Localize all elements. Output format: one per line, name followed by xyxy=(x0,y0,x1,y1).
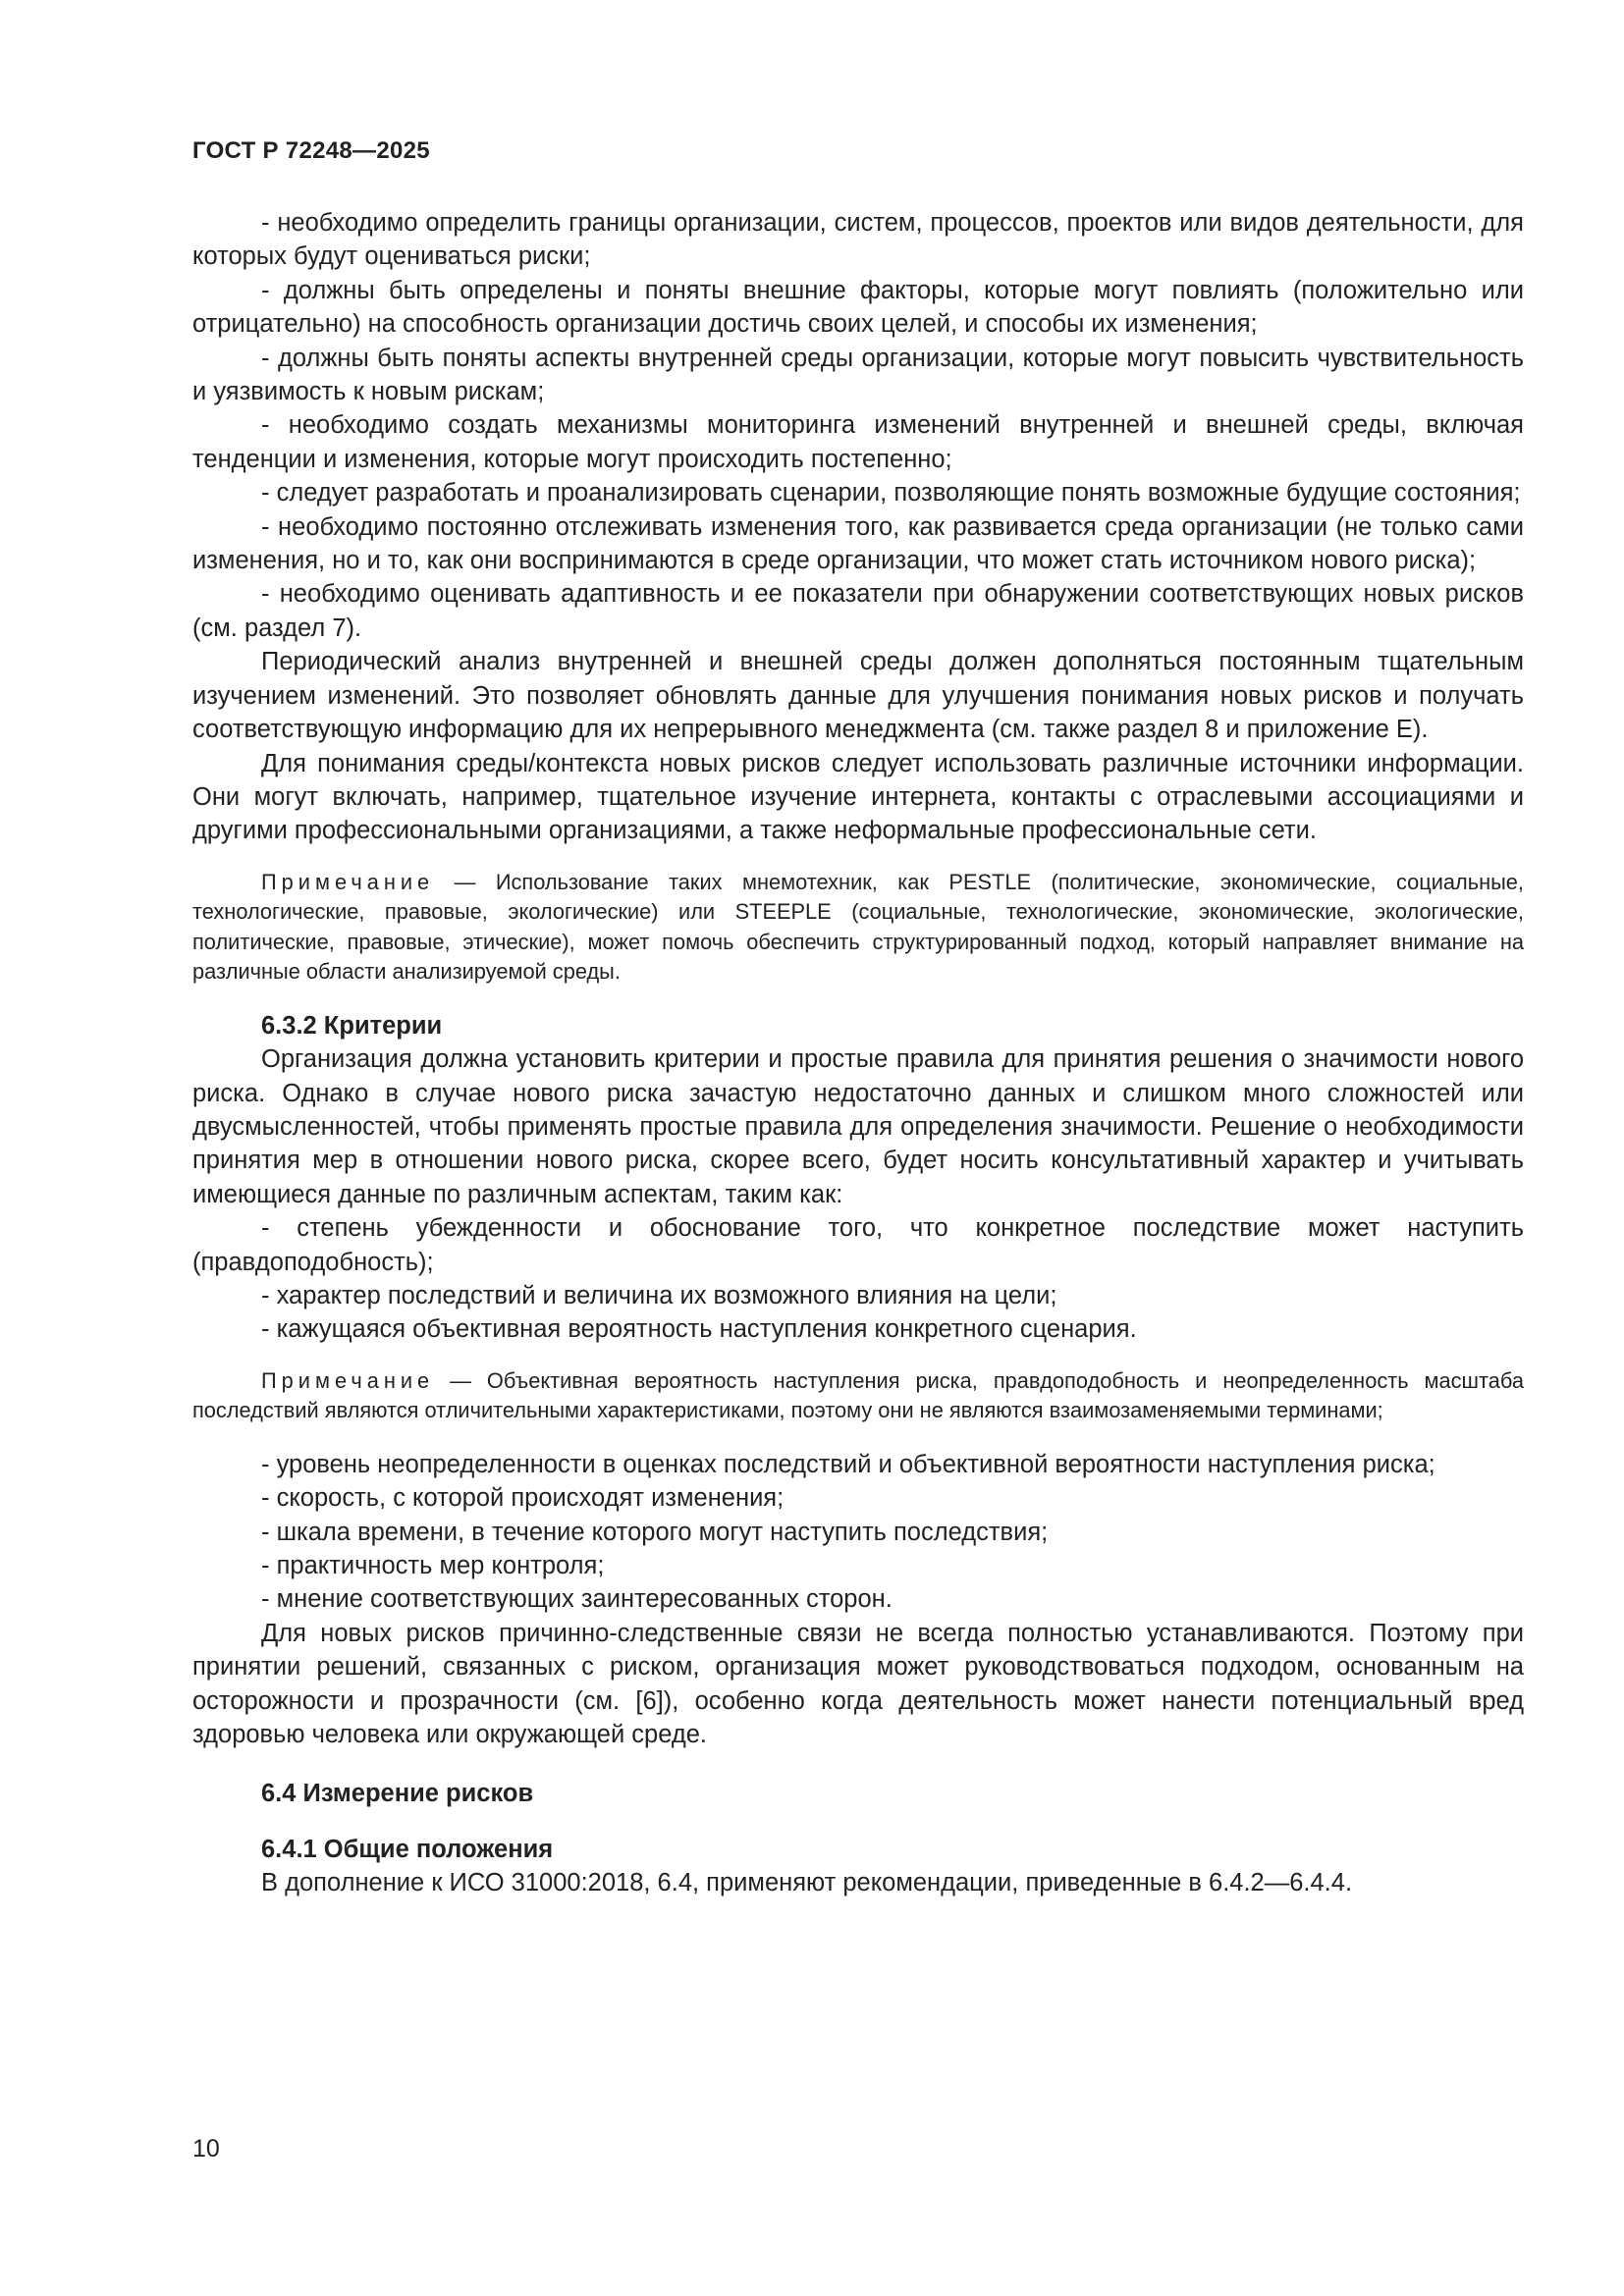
bullet-paragraph: - уровень неопределенности в оценках последствий и объективной вероятности наступления риска; xyxy=(261,1450,1435,1478)
document-page xyxy=(192,137,1524,1900)
bullet-list xyxy=(192,1448,1524,1752)
bullet-paragraph: - необходимо постоянно отслеживать изменения того, как развивается среда организации (не только сами изменения, но и то, как они воспринимаются в среде организации, что может стать источником нового риска); xyxy=(192,512,1524,575)
section-heading-6-4-1: 6.4.1 Общие положения xyxy=(261,1835,554,1863)
body-paragraph: Организация должна установить критерии и простые правила для принятия решения о значимости нового риска. Однако в случае нового риска зачастую недостаточно данных и слишком много сложностей или двусмысленностей, чтобы применять простые правила для определения значимости. Решение о необходимости принятия мер в отношении нового риска, скорее всего, будет носить консультативный характер и учитывать имеющиеся данные по различным аспектам, таким как: xyxy=(192,1045,1524,1208)
section-heading-6-3-2: 6.3.2 Критерии xyxy=(261,1011,443,1040)
body-paragraph: Для понимания среды/контекста новых рисков следует использовать различные источники информации. Они могут включать, например, тщательное изучение интернета, контакты с отраслевыми ассоциациями и другими профессиональными организациями, а также неформальные профессиональные сети. xyxy=(192,749,1524,845)
bullet-paragraph: - шкала времени, в течение которого могут наступить последствия; xyxy=(261,1518,1049,1546)
bullet-paragraph: - необходимо определить границы организации, систем, процессов, проектов или видов деятельности, для которых будут оцениваться риски; xyxy=(192,209,1524,271)
page-number: 10 xyxy=(192,2135,220,2163)
bullet-paragraph: - следует разработать и проанализировать сценарии, позволяющие понять возможные будущие состояния; xyxy=(261,479,1521,507)
bullet-paragraph: - кажущаяся объективная вероятность наступления конкретного сценария. xyxy=(261,1315,1137,1344)
note-text: — Объективная вероятность наступления риска, правдоподобность и неопределенность масштаба последствий являются отличительными характеристиками, поэтому они не являются взаимозаменяемыми терминами; xyxy=(192,1367,1524,1423)
note-text: — Использование таких мнемотехник, как PESTLE (политические, экономические, социальные, технологические, правовые, экологические) или STEEPLE (социальные, технологические, экономические, экологические, политические, правовые, этические), может помочь обеспечить структурированный подход, который направляет внимание на различные области анализируемой среды. xyxy=(192,869,1524,985)
section-heading-6-4: 6.4 Измерение рисков xyxy=(261,1780,534,1808)
note-paragraph xyxy=(192,1366,1524,1426)
body-paragraph: Периодический анализ внутренней и внешней среды должен дополняться постоянным тщательным изучением изменений. Это позволяет обновлять данные для улучшения понимания новых рисков и получать соответствующую информацию для их непрерывного менеджмента (см. также раздел 8 и приложение Е). xyxy=(192,648,1524,744)
bullet-paragraph: - необходимо оценивать адаптивность и ее показатели при обнаружении соответствующих новых рисков (см. раздел 7). xyxy=(192,580,1524,642)
body-paragraph: В дополнение к ИСО 31000:2018, 6.4, применяют рекомендации, приведенные в 6.4.2—6.4.4. xyxy=(261,1869,1353,1897)
bullet-paragraph: - должны быть поняты аспекты внутренней среды организации, которые могут повысить чувствительность и уязвимость к новым рискам; xyxy=(192,344,1524,406)
body-paragraph: Для новых рисков причинно-следственные связи не всегда полностью устанавливаются. Поэтому при принятии решений, связанных с риском, организация может руководствоваться подходом, основанным на осторожности и прозрачности (см. [6]), особенно когда деятельность может нанести потенциальный вред здоровью человека или окружающей среде. xyxy=(192,1619,1524,1749)
bullet-paragraph: - необходимо создать механизмы мониторинга изменений внутренней и внешней среды, включая тенденции и изменения, которые могут происходить постепенно; xyxy=(192,411,1524,473)
note-label: Примечание xyxy=(261,1367,435,1393)
bullet-paragraph: - степень убежденности и обоснование того, что конкретное последствие может наступить (правдоподобность); xyxy=(192,1214,1524,1276)
bullet-paragraph: - мнение соответствующих заинтересованных сторон. xyxy=(261,1585,893,1614)
note-paragraph xyxy=(192,868,1524,988)
bullet-paragraph: - характер последствий и величина их возможного влияния на цели; xyxy=(261,1281,1057,1309)
bullet-paragraph: - скорость, с которой происходят изменения; xyxy=(261,1484,785,1513)
document-id-header: ГОСТ Р 72248—2025 xyxy=(192,137,430,164)
bullet-paragraph: - практичность мер контроля; xyxy=(261,1552,605,1579)
bullet-paragraph: - должны быть определены и поняты внешние факторы, которые могут повлиять (положительно или отрицательно) на способность организации достичь своих целей, и способы их изменения; xyxy=(192,276,1524,339)
note-label: Примечание xyxy=(261,869,435,894)
